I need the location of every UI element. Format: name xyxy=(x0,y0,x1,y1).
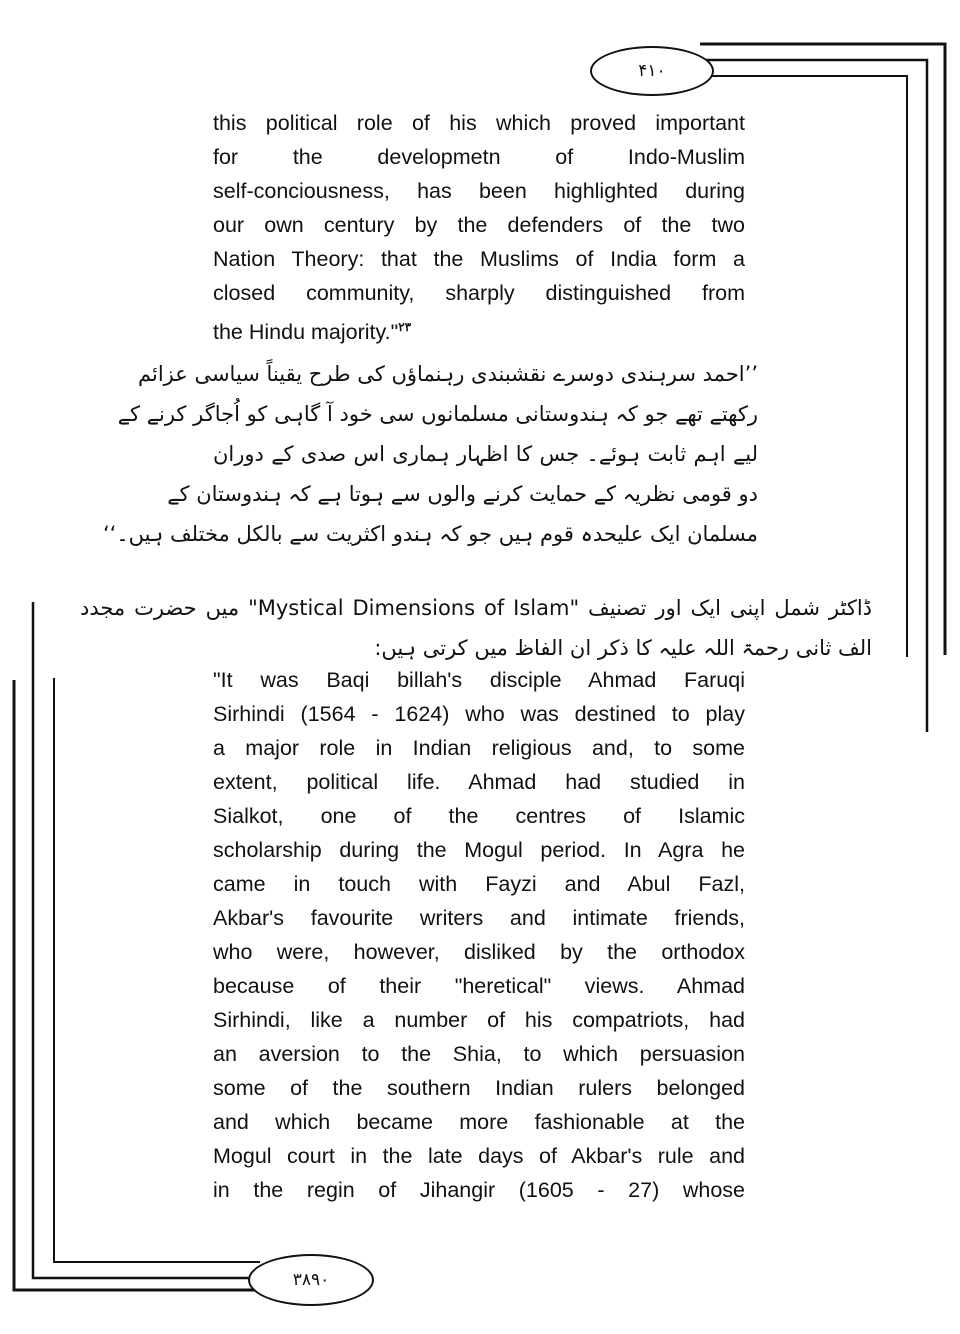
text-line: and which became more fashionable at the xyxy=(213,1110,745,1134)
text-line: came in touch with Fayzi and Abul Fazl, xyxy=(213,872,745,896)
text-line: Mogul court in the late days of Akbar's rule and xyxy=(213,1144,745,1168)
text-line: because of their "heretical" views. Ahmad xyxy=(213,974,745,998)
text-line: Sialkot, one of the centres of Islamic xyxy=(213,804,745,828)
urdu-translation xyxy=(102,354,758,554)
page-number-top-text: ۴۱۰ xyxy=(638,61,666,81)
text-line: our own century by the defenders of the two xyxy=(213,213,745,237)
text-line: a major role in Indian religious and, to some xyxy=(213,736,745,760)
text-line: Sirhindi (1564 - 1624) who was destined to play xyxy=(213,702,745,726)
urdu-line: رکھتے تھے جو کہ ہندوستانی مسلمانوں سی خود آ گاہی کو اُجاگر کرنے کے xyxy=(117,402,758,426)
urdu-line: لیے اہم ثابت ہوئے۔ جس کا اظہار ہماری اس صدی کے دوران xyxy=(213,442,758,466)
urdu-line: ڈاکٹر شمل اپنی ایک اور تصنیف "Mystical Dimensions of Islam" میں حضرت مجدد xyxy=(80,596,873,620)
urdu-line: دو قومی نظریہ کے حمایت کرنے والوں سے ہوتا ہے کہ ہندوستان کے xyxy=(167,482,758,506)
text-line: for the developmetn of Indo-Muslim xyxy=(213,145,745,169)
text-line: Akbar's favourite writers and intimate friends, xyxy=(213,906,745,930)
text-line: Nation Theory: that the Muslims of India form a xyxy=(213,247,745,271)
page-number-bottom-text: ۳۸۹۰ xyxy=(292,1270,330,1290)
text-line: extent, political life. Ahmad had studied in xyxy=(213,770,745,794)
text-line: in the regin of Jihangir (1605 - 27) whose xyxy=(213,1178,745,1202)
text-line: closed community, sharply distinguished from xyxy=(213,281,745,305)
urdu-intro xyxy=(80,588,872,668)
text-line: an aversion to the Shia, to which persuasion xyxy=(213,1042,745,1066)
footnote-marker: ۲۳ xyxy=(398,320,412,334)
text-line xyxy=(213,310,745,344)
english-quote-1 xyxy=(213,106,745,344)
text-line: scholarship during the Mogul period. In Agra he xyxy=(213,838,745,862)
page-number-bottom xyxy=(248,1254,374,1306)
text-line: "It was Baqi billah's disciple Ahmad Faruqi xyxy=(213,668,745,692)
urdu-line: ’’احمد سرہندی دوسرے نقشبندی رہنماؤں کی طرح یقیناً سیاسی عزائم xyxy=(138,362,758,386)
text-line: this political role of his which proved important xyxy=(213,111,745,135)
urdu-line: مسلمان ایک علیحدہ قوم ہیں جو کہ ہندو اکثریت سے بالکل مختلف ہیں۔‘‘ xyxy=(102,522,758,546)
text-line: who were, however, disliked by the orthodox xyxy=(213,940,745,964)
text-line-content: the Hindu majority." xyxy=(213,320,399,345)
page-number-top xyxy=(590,46,714,96)
urdu-line: الف ثانی رحمۃ اللہ علیہ کا ذکر ان الفاظ میں کرتی ہیں: xyxy=(374,636,872,660)
text-line: Sirhindi, like a number of his compatriots, had xyxy=(213,1008,745,1032)
text-line: self-conciousness, has been highlighted during xyxy=(213,179,745,203)
english-quote-2 xyxy=(213,663,745,1207)
text-line: some of the southern Indian rulers belonged xyxy=(213,1076,745,1100)
